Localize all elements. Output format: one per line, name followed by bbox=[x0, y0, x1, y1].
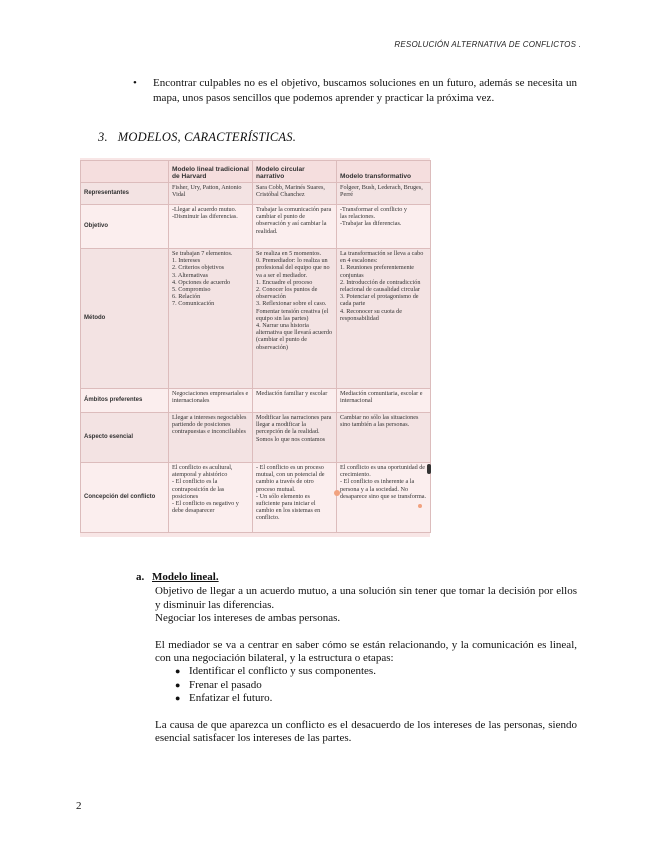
section-heading bbox=[98, 130, 296, 145]
page-number: 2 bbox=[76, 800, 82, 812]
subsection-heading bbox=[136, 571, 577, 584]
mediator-paragraph: El mediador se va a centrar en saber cómo se están relacionando, y la comunicación es lineal, con una negociación bilateral, y la estructura o etapas: bbox=[155, 638, 577, 665]
table-row bbox=[81, 249, 431, 389]
row-label: Aspecto esencial bbox=[81, 413, 169, 463]
bullet-icon: ● bbox=[175, 679, 181, 690]
models-table bbox=[80, 160, 431, 533]
bullet-icon: ● bbox=[175, 693, 181, 704]
intro-bullet bbox=[133, 76, 577, 106]
orange-marker bbox=[334, 490, 340, 496]
intro-bullet-text: Encontrar culpables no es el objetivo, buscamos soluciones en un futuro, además se necesita un mapa, unos pasos sencillos que podemos aprender y practicar la próxima vez. bbox=[153, 77, 577, 104]
table-cell: -Llegar al acuerdo mutuo. -Disminuir las diferencias. bbox=[169, 205, 253, 249]
steps-list bbox=[155, 665, 577, 705]
running-header: RESOLUCIÓN ALTERNATIVA DE CONFLICTOS . bbox=[394, 40, 581, 49]
table-cell: Mediación familiar y escolar bbox=[253, 389, 337, 413]
table-cell: Modificar las narraciones para llegar a modificar la percepción de la realidad. Somos lo que nos contamos bbox=[253, 413, 337, 463]
table-cell: Trabajar la comunicación para cambiar el punto de observación y así cambiar la realidad. bbox=[253, 205, 337, 249]
row-label: Objetivo bbox=[81, 205, 169, 249]
table-row bbox=[81, 389, 431, 413]
list-item: ● Frenar el pasado bbox=[175, 678, 262, 691]
column-header-circular: Modelo circular narrativo bbox=[253, 161, 337, 183]
table-cell: Cambiar no sólo las situaciones sino también a las personas. bbox=[337, 413, 431, 463]
list-item: ● Identificar el conflicto y sus componentes. bbox=[175, 665, 376, 678]
table-cell: -Transformar el conflicto y las relaciones. -Trabajar las diferencias. bbox=[337, 205, 431, 249]
side-mark bbox=[427, 464, 431, 474]
table-row bbox=[81, 463, 431, 533]
table-cell: Mediación comunitaria, escolar e internacional bbox=[337, 389, 431, 413]
orange-marker bbox=[418, 504, 422, 508]
table-cell: Se trabajan 7 elementos. 1. Intereses 2. Criterios objetivos 3. Alternativas 4. Opciones de acuerdo 5. Compromiso 6. Relación 7. Comunicación bbox=[169, 249, 253, 389]
table-cell: Llegar a intereses negociables partiendo de posiciones contrapuestas e inconciliables bbox=[169, 413, 253, 463]
table-cell: Fisher, Ury, Patton, Antonio Vidal bbox=[169, 183, 253, 205]
subsection-body bbox=[136, 585, 577, 745]
table-cell: - El conflicto es un proceso mutual, con un potencial de cambio a través de otro proceso mutual. - Un sólo elemento es suficiente para iniciar el cambio en los sistemas en conflicto. bbox=[253, 463, 337, 533]
models-table-image bbox=[80, 158, 430, 537]
table-cell: Negociaciones empresariales e internacionales bbox=[169, 389, 253, 413]
modelo-lineal-section bbox=[136, 571, 577, 745]
row-label: Concepción del conflicto bbox=[81, 463, 169, 533]
row-label: Método bbox=[81, 249, 169, 389]
column-header-transformativo: Modelo transformativo bbox=[337, 161, 431, 183]
table-cell: El conflicto es una oportunidad de crecimiento. - El conflicto es inherente a la persona y a la sociedad. No desaparece sino que se transforma. bbox=[337, 463, 431, 533]
table-row bbox=[81, 183, 431, 205]
table-row bbox=[81, 413, 431, 463]
objective-paragraph: Objetivo de llegar a un acuerdo mutuo, a una solución sin tener que tomar la decisión por ellos y disminuir las diferencias. bbox=[155, 585, 577, 611]
table-cell: Folgeer, Bush, Lederach, Bruges, Perré bbox=[337, 183, 431, 205]
list-item: ● Enfatizar el futuro. bbox=[175, 692, 273, 705]
column-header-lineal: Modelo lineal tradicional de Harvard bbox=[169, 161, 253, 183]
table-corner-header bbox=[81, 161, 169, 183]
table-row bbox=[81, 205, 431, 249]
subsection-title: Modelo lineal. bbox=[152, 571, 219, 583]
section-title: MODELOS, CARACTERÍSTICAS. bbox=[117, 130, 297, 144]
bullet-icon: ● bbox=[175, 666, 181, 677]
row-label: Representantes bbox=[81, 183, 169, 205]
table-cell: El conflicto es acultural, atemporal y ahistórico - El conflicto es la contraposición de las posiciones - El conflicto es negativo y debe desaparecer bbox=[169, 463, 253, 533]
subsection-letter: a. bbox=[136, 571, 145, 583]
table-cell: Se realiza en 5 momentos. 0. Premediador: lo realiza un profesional del equipo que no va a ser el mediador. 1. Encuadre el proceso 2. Conocer los puntos de observación 3. Reflexionar sobre el caso. Fomentar tensión creativa (el equipo sin las partes) 4. Narrar una historia alternativa que llevará acuerdo (cambiar el punto de observación) bbox=[253, 249, 337, 389]
table-cell: La transformación se lleva a cabo en 4 escalones: 1. Reuniones preferentemente conjuntas 2. Introducción de contradicción relacional de causalidad circular 3. Potenciar el protagonismo de cada parte 4. Reconocer su cuota de responsabilidad bbox=[337, 249, 431, 389]
section-number: 3. bbox=[98, 130, 108, 144]
row-label: Ámbitos preferentes bbox=[81, 389, 169, 413]
table-cell: Sara Cobb, Marinés Suares, Cristóbal Chanchez bbox=[253, 183, 337, 205]
negotiate-paragraph: Negociar los intereses de ambas personas. bbox=[155, 612, 341, 625]
cause-paragraph: La causa de que aparezca un conflicto es el desacuerdo de los intereses de las personas, siendo esencial satisfacer los intereses de las partes. bbox=[155, 718, 577, 745]
bullet-symbol: • bbox=[133, 77, 137, 89]
